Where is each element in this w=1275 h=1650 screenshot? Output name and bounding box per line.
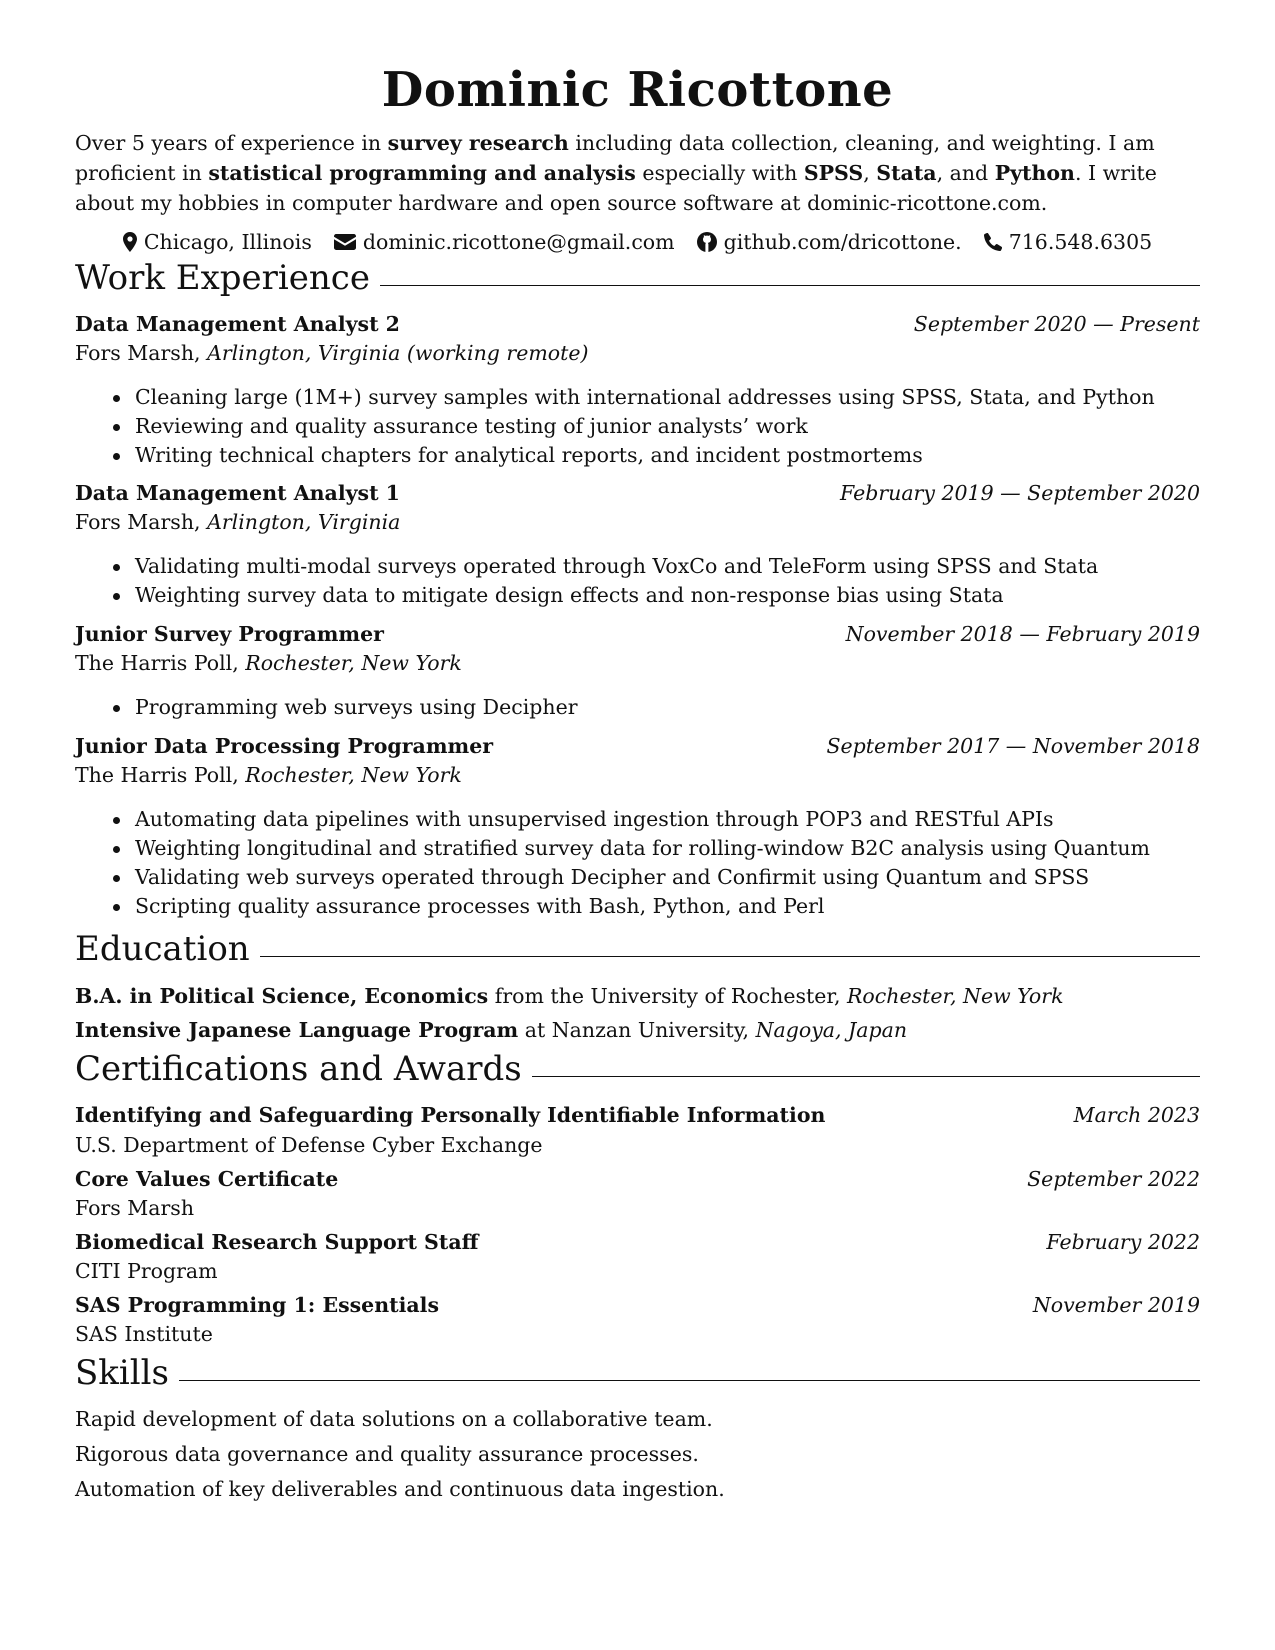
envelope-icon: [334, 234, 356, 250]
summary-emphasis: survey research: [387, 131, 569, 155]
job-title: Junior Survey Programmer: [75, 622, 384, 646]
cert-issuer: SAS Institute: [75, 1322, 213, 1346]
summary-text: especially with: [635, 161, 804, 185]
contact-bar: [0, 230, 1275, 254]
institution-text: from the University of Rochester,: [488, 984, 847, 1008]
github-icon: [697, 232, 717, 252]
cert-title: Biomedical Research Support Staff: [75, 1230, 479, 1254]
cert-issuer: CITI Program: [75, 1259, 218, 1283]
section-education: [75, 929, 1200, 969]
employer-name: The Harris Poll,: [75, 651, 246, 675]
job-dates: February 2019 — September 2020: [839, 481, 1200, 505]
summary-emphasis: statistical programming and analysis: [208, 161, 636, 185]
list-item: Programming web surveys using Decipher: [75, 693, 578, 722]
page-title: Dominic Ricottone: [381, 62, 894, 118]
contact-github[interactable]: [697, 230, 962, 254]
job-employer: [75, 763, 1200, 787]
skill-item: Automation of key deliverables and continuous data ingestion.: [75, 1477, 725, 1501]
employer-location: Arlington, Virginia: [207, 510, 401, 534]
list-item: Validating multi-modal surveys operated through VoxCo and TeleForm using SPSS and Stata: [75, 552, 1098, 581]
list-item: Weighting longitudinal and stratified survey data for rolling-window B2C analysis using Quantum: [75, 834, 1150, 863]
cert-title: SAS Programming 1: Essentials: [75, 1293, 439, 1317]
list-item: Scripting quality assurance processes with Bash, Python, and Perl: [75, 892, 1150, 921]
cert-date: February 2022: [1046, 1230, 1200, 1254]
section-title: Education: [75, 929, 250, 969]
section-title: Certifications and Awards: [75, 1049, 522, 1089]
section-rule: [380, 285, 1200, 286]
section-rule: [532, 1076, 1200, 1077]
degree-name: B.A. in Political Science, Economics: [75, 984, 489, 1008]
summary-text: , and: [936, 161, 995, 185]
summary-text: . I write about my hobbies in computer hardware and open source software at dominic-ricottone.com.: [75, 161, 1157, 215]
github-link[interactable]: github.com/dricottone.: [723, 230, 962, 254]
cert-title: Core Values Certificate: [75, 1167, 339, 1191]
job-title: Data Management Analyst 1: [75, 481, 400, 505]
summary-text: ,: [863, 161, 877, 185]
employer-location: Rochester, New York: [245, 651, 462, 675]
summary-text: including data collection, cleaning, and weighting. I am proficient in: [75, 131, 1155, 185]
list-item: Cleaning large (1M+) survey samples with international addresses using SPSS, Stata, and Python: [75, 383, 1155, 412]
cert-header: [75, 1167, 1200, 1197]
cert-title: Identifying and Safeguarding Personally Identifiable Information: [75, 1103, 826, 1127]
cert-header: [75, 1230, 1200, 1260]
summary-text: Over 5 years of experience in: [75, 131, 388, 155]
job-bullets: [75, 805, 1150, 921]
skill-item: Rigorous data governance and quality assurance processes.: [75, 1442, 699, 1466]
institution-text: at Nanzan University,: [518, 1018, 756, 1042]
contact-email[interactable]: [334, 230, 675, 254]
job-employer: [75, 510, 1200, 534]
employer-location: Arlington, Virginia (working remote): [207, 341, 589, 365]
job-bullets: [75, 383, 1155, 470]
degree-name: Intensive Japanese Language Program: [75, 1018, 519, 1042]
cert-date: September 2022: [1027, 1167, 1200, 1191]
summary-emphasis: SPSS: [803, 161, 864, 185]
contact-phone: [984, 230, 1152, 254]
phone-icon: [984, 233, 1002, 251]
cert-header: [75, 1103, 1200, 1133]
section-rule: [179, 1380, 1200, 1381]
job-title: Junior Data Processing Programmer: [75, 734, 494, 758]
location-text: Chicago, Illinois: [143, 230, 312, 254]
employer-name: Fors Marsh,: [75, 510, 208, 534]
list-item: Reviewing and quality assurance testing of junior analysts’ work: [75, 412, 1155, 441]
job-dates: September 2020 — Present: [913, 312, 1200, 336]
employer-location: Rochester, New York: [245, 763, 462, 787]
map-marker-icon: [123, 232, 137, 252]
email-link[interactable]: dominic.ricottone@gmail.com: [362, 230, 675, 254]
job-employer: [75, 341, 1200, 365]
cert-header: [75, 1293, 1200, 1323]
employer-name: The Harris Poll,: [75, 763, 246, 787]
summary-emphasis: Stata: [876, 161, 937, 185]
job-header: [75, 622, 1200, 652]
education-entry: [75, 1018, 1200, 1042]
education-entry: [75, 984, 1200, 1008]
list-item: Automating data pipelines with unsupervised ingestion through POP3 and RESTful APIs: [75, 805, 1150, 834]
institution-location: Rochester, New York: [846, 984, 1064, 1008]
cert-date: March 2023: [1073, 1103, 1200, 1127]
job-title: Data Management Analyst 2: [75, 312, 400, 336]
job-dates: November 2018 — February 2019: [845, 622, 1200, 646]
cert-date: November 2019: [1032, 1293, 1200, 1317]
institution-location: Nagoya, Japan: [755, 1018, 908, 1042]
job-employer: [75, 651, 1200, 675]
job-header: [75, 481, 1200, 511]
job-bullets: [75, 552, 1098, 610]
list-item: Validating web surveys operated through Decipher and Confirmit using Quantum and SPSS: [75, 863, 1150, 892]
contact-location: [123, 230, 312, 254]
cert-issuer: Fors Marsh: [75, 1196, 195, 1220]
skill-item: Rapid development of data solutions on a collaborative team.: [75, 1407, 713, 1431]
summary-paragraph: [75, 128, 1205, 218]
job-header: [75, 734, 1200, 764]
cert-issuer: U.S. Department of Defense Cyber Exchange: [75, 1133, 543, 1157]
section-work-experience: [75, 258, 1200, 298]
section-certifications: [75, 1049, 1200, 1089]
section-title: Work Experience: [75, 258, 370, 298]
job-header: [75, 312, 1200, 342]
employer-name: Fors Marsh,: [75, 341, 208, 365]
list-item: Writing technical chapters for analytical reports, and incident postmortems: [75, 441, 1155, 470]
section-title: Skills: [75, 1353, 169, 1393]
section-skills: [75, 1353, 1200, 1393]
section-rule: [260, 956, 1200, 957]
list-item: Weighting survey data to mitigate design effects and non-response bias using Stata: [75, 581, 1098, 610]
summary-emphasis: Python: [994, 161, 1075, 185]
phone-text: 716.548.6305: [1008, 230, 1153, 254]
job-dates: September 2017 — November 2018: [826, 734, 1200, 758]
job-bullets: [75, 693, 578, 722]
